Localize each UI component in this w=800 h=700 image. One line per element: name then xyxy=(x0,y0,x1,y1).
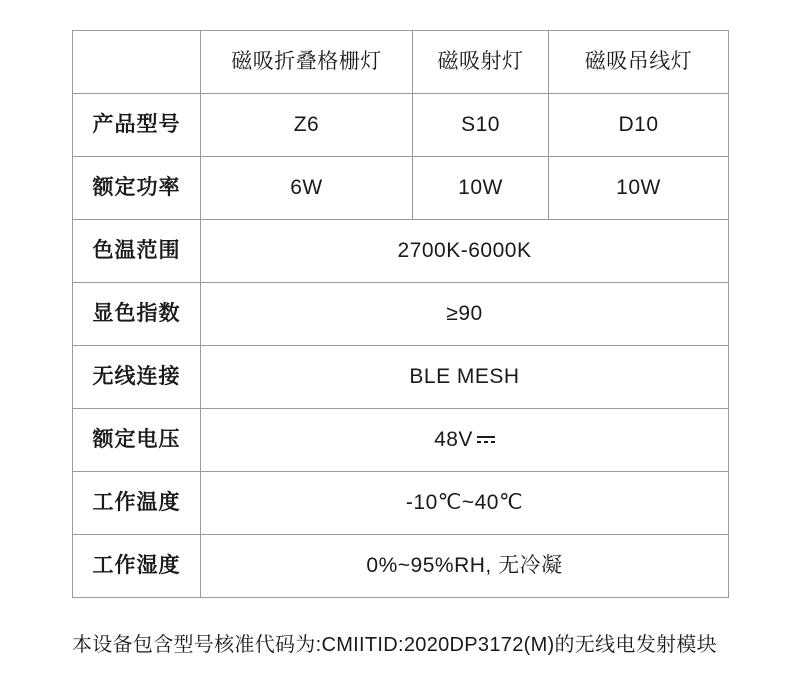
cell-power-1: 6W xyxy=(201,157,413,220)
cell-model-2: S10 xyxy=(413,94,549,157)
cell-power-2: 10W xyxy=(413,157,549,220)
table-row xyxy=(73,346,729,409)
row-label-voltage: 额定电压 xyxy=(73,409,201,472)
cell-wireless-value: BLE MESH xyxy=(201,346,729,409)
row-label-humidity: 工作湿度 xyxy=(73,535,201,598)
table-row xyxy=(73,157,729,220)
dc-voltage-icon xyxy=(477,433,495,447)
cell-humidity-value: 0%~95%RH, 无冷凝 xyxy=(201,535,729,598)
cell-cri-value: ≥90 xyxy=(201,283,729,346)
row-label-temperature: 工作温度 xyxy=(73,472,201,535)
table-corner-blank xyxy=(73,31,201,94)
voltage-text: 48V xyxy=(434,427,473,451)
table-row xyxy=(73,283,729,346)
cell-voltage-value xyxy=(201,409,729,472)
column-header-3: 磁吸吊线灯 xyxy=(549,31,729,94)
table-row xyxy=(73,472,729,535)
table-row xyxy=(73,94,729,157)
table-row xyxy=(73,535,729,598)
cell-model-3: D10 xyxy=(549,94,729,157)
cell-model-1: Z6 xyxy=(201,94,413,157)
row-label-cct: 色温范围 xyxy=(73,220,201,283)
row-label-model: 产品型号 xyxy=(73,94,201,157)
table-header-row xyxy=(73,31,729,94)
row-label-cri: 显色指数 xyxy=(73,283,201,346)
column-header-2: 磁吸射灯 xyxy=(413,31,549,94)
specification-table xyxy=(72,30,729,598)
cell-temperature-value: -10℃~40℃ xyxy=(201,472,729,535)
table-row xyxy=(73,220,729,283)
regulatory-note: 本设备包含型号核准代码为:CMIITID:2020DP3172(M)的无线电发射模块 xyxy=(72,634,717,656)
cell-power-3: 10W xyxy=(549,157,729,220)
row-label-power: 额定功率 xyxy=(73,157,201,220)
cell-cct-value: 2700K-6000K xyxy=(201,220,729,283)
column-header-1: 磁吸折叠格栅灯 xyxy=(201,31,413,94)
table-row xyxy=(73,409,729,472)
row-label-wireless: 无线连接 xyxy=(73,346,201,409)
